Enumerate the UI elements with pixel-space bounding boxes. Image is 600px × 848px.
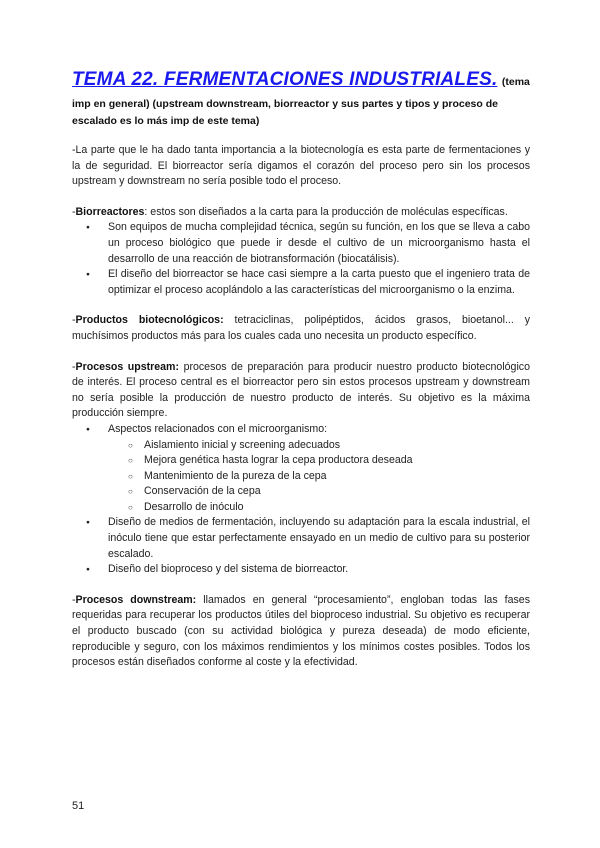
sublist-item: ○ Desarrollo de inóculo — [108, 500, 530, 516]
prefix-dash: - — [72, 360, 76, 373]
list-item: ● El diseño del biorreactor se hace casi siempre a la carta puesto que el ingeniero trata de optimizar el proceso acoplándolo a las características del microorganismo o la enzima. — [72, 267, 530, 298]
list-item: ● Diseño de medios de fermentación, incluyendo su adaptación para la escala industrial, el inóculo tiene que estar perfectamente ensayado en un medio de cultivo para su posterior escalado. — [72, 515, 530, 562]
list-item — [72, 422, 530, 516]
upstream-heading: Procesos upstream: — [75, 360, 180, 373]
downstream-text: llamados en general “procesamiento”, engloban todas las fases requeridas para recuperar los productos útiles del bioproceso industrial. Su objetivo es recuperar el producto buscado (con su actividad biológica y pureza deseada) de modo eficiente, reproducible y seguro, con los máximos rendimientos y los mínimos costes posibles. Todos los procesos están diseñados conforme al coste y la efectividad. — [72, 593, 530, 669]
downstream-paragraph — [72, 593, 530, 671]
upstream-sublist — [108, 438, 530, 516]
title-note: (tema — [501, 76, 530, 88]
title-line — [72, 70, 530, 92]
productos-heading: Productos biotecnológicos: — [75, 314, 224, 327]
downstream-heading: Procesos downstream: — [75, 593, 197, 606]
biorreactores-text: : estos son diseñados a la carta para la producción de moléculas específicas. — [144, 205, 508, 218]
sublist-item: ○ Aislamiento inicial y screening adecuados — [108, 438, 530, 454]
upstream-paragraph — [72, 360, 530, 422]
prefix-dash: - — [72, 593, 76, 606]
document-page — [72, 70, 530, 671]
list-item-text: Aspectos relacionados con el microorganismo: — [108, 422, 328, 435]
sublist-item: ○ Mejora genética hasta lograr la cepa productora deseada — [108, 453, 530, 469]
list-item: ● Diseño del bioproceso y del sistema de biorreactor. — [72, 562, 530, 578]
biorreactores-list — [72, 220, 530, 298]
productos-paragraph — [72, 313, 530, 344]
upstream-list — [72, 422, 530, 578]
list-item: ● Son equipos de mucha complejidad técnica, según su función, en los que se lleva a cabo un proceso biológico que puede ir desde el cultivo de un microorganismo hasta el desarrollo de una reacción de biotransformación (biocatálisis). — [72, 220, 530, 267]
sublist-item: ○ Mantenimiento de la pureza de la cepa — [108, 469, 530, 485]
upstream-text: procesos de preparación para producir nuestro producto biotecnológico de interés. El proceso central es el biorreactor pero sin estos procesos upstream y downstream no sería posible la producción de nuestro producto de interés. Su objetivo es la máxima producción siempre. — [72, 360, 530, 420]
biorreactores-paragraph — [72, 205, 530, 221]
page-title: TEMA 22. FERMENTACIONES INDUSTRIALES. — [72, 69, 498, 90]
intro-paragraph: -La parte que le ha dado tanta importancia a la biotecnología es esta parte de fermentaciones y la de seguridad. El biorreactor sería digamos el corazón del proceso pero sin los procesos upstream y downstream no sería posible todo el proceso. — [72, 144, 530, 188]
page-number: 51 — [72, 800, 85, 812]
sublist-item: ○ Conservación de la cepa — [108, 484, 530, 500]
prefix-dash: - — [72, 314, 76, 327]
prefix-dash: - — [72, 205, 76, 218]
subtitle: imp en general) (upstream downstream, biorreactor y sus partes y tipos y proceso de escalado es lo más imp de este tema) — [72, 98, 498, 127]
biorreactores-heading: Biorreactores — [75, 205, 145, 218]
productos-text: tetraciclinas, polipéptidos, ácidos grasos, bioetanol... y muchísimos productos más para los cuales cada uno necesita un producto específico. — [72, 314, 530, 342]
